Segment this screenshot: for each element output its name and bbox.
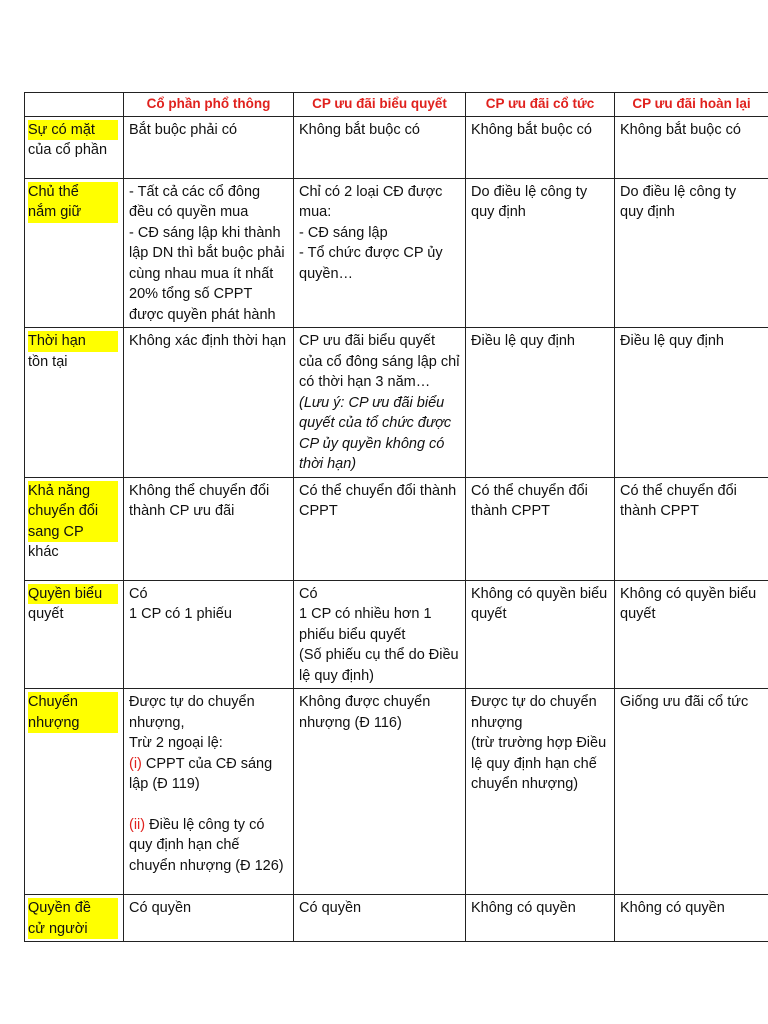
header-row xyxy=(25,93,768,117)
row-label-holder xyxy=(25,178,124,328)
row-label-line: Quyền đề xyxy=(28,898,118,919)
row-label-line: của cổ phần xyxy=(28,142,108,158)
table-cell: Không bắt buộc có xyxy=(466,116,615,178)
cell-line: 1 CP có 1 phiếu xyxy=(129,606,232,622)
table-cell: Không bắt buộc có xyxy=(615,116,768,178)
table-cell xyxy=(124,178,294,328)
exception-item xyxy=(129,815,288,877)
header-common-shares: Cổ phần phổ thông xyxy=(124,93,294,117)
header-voting-preferred: CP ưu đãi biểu quyết xyxy=(294,93,466,117)
table-cell: Điều lệ quy định xyxy=(466,328,615,478)
cell-line: 1 CP có nhiều hơn 1 phiếu biểu quyết xyxy=(299,606,432,643)
table-cell: Không được chuyển nhượng (Đ 116) xyxy=(294,689,466,895)
header-dividend-preferred: CP ưu đãi cổ tức xyxy=(466,93,615,117)
table-cell: Không có quyền xyxy=(615,895,768,942)
cell-line: - Tổ chức được CP ủy quyền… xyxy=(299,245,443,282)
row-label-line: tồn tại xyxy=(28,353,68,370)
row-label-line: nhượng xyxy=(28,713,118,734)
table-cell: Có thể chuyển đổi thành CPPT xyxy=(615,477,768,580)
table-row xyxy=(25,116,768,178)
exception-text: Điều lệ công ty có quy định hạn chế chuyển nhượng (Đ 126) xyxy=(129,816,284,874)
row-label-duration xyxy=(25,328,124,478)
cell-line: - Tất cả các cổ đông đều có quyền mua xyxy=(129,183,261,220)
table-row xyxy=(25,580,768,689)
table-row xyxy=(25,689,768,895)
table-cell: Có quyền xyxy=(294,895,466,942)
table-cell xyxy=(294,178,466,328)
table-cell: Có quyền xyxy=(124,895,294,942)
table-cell: Không có quyền biểu quyết xyxy=(615,580,768,689)
row-label-voting-right xyxy=(25,580,124,689)
exception-text: CPPT của CĐ sáng lập (Đ 119) xyxy=(129,755,273,792)
table-cell: Giống ưu đãi cổ tức xyxy=(615,689,768,895)
row-label-line: sang CP xyxy=(28,522,118,543)
row-label-transfer xyxy=(25,689,124,895)
cell-line: (trừ trường hợp Điều lệ quy định hạn chế chuyển nhượng) xyxy=(471,735,607,792)
table-cell xyxy=(124,580,294,689)
table-cell: Điều lệ quy định xyxy=(615,328,768,478)
cell-line: Được tự do chuyển nhượng, xyxy=(129,694,255,731)
row-label-line: cử người xyxy=(28,919,118,940)
exception-item xyxy=(129,754,288,795)
table-cell xyxy=(294,328,466,478)
row-label-presence xyxy=(25,116,124,178)
exception-marker: (ii) xyxy=(129,816,146,833)
table-cell: Không thể chuyển đổi thành CP ưu đãi xyxy=(124,477,294,580)
row-label-line: Sự có mặt xyxy=(28,120,118,141)
row-label-convertibility xyxy=(25,477,124,580)
row-label-line: nắm giữ xyxy=(28,202,118,223)
cell-line: Có xyxy=(129,585,148,602)
table-cell: Do điều lệ công ty quy định xyxy=(466,178,615,328)
table-row xyxy=(25,178,768,328)
cell-line: Có xyxy=(299,585,318,602)
spacer xyxy=(129,795,288,815)
cell-line: - CĐ sáng lập khi thành lập DN thì bắt buộc phải cùng nhau mua ít nhất 20% tổng số CPPT được quyền phát hành xyxy=(129,224,285,323)
row-label-line: Chủ thể xyxy=(28,182,118,203)
cell-line: (Số phiếu cụ thể do Điều lệ quy định) xyxy=(299,647,459,684)
table-cell xyxy=(466,689,615,895)
row-label-nomination xyxy=(25,895,124,942)
row-label-line: quyết xyxy=(28,606,64,622)
table-cell xyxy=(294,580,466,689)
row-label-line: chuyển đổi xyxy=(28,501,118,522)
table-cell: Không có quyền biểu quyết xyxy=(466,580,615,689)
table-cell: Do điều lệ công ty quy định xyxy=(615,178,768,328)
header-redeemable-preferred: CP ưu đãi hoàn lại xyxy=(615,93,768,117)
table-cell xyxy=(124,689,294,895)
header-empty xyxy=(25,93,124,117)
table-row xyxy=(25,328,768,478)
row-label-line: Chuyển xyxy=(28,692,118,713)
table-cell: Không xác định thời hạn xyxy=(124,328,294,478)
row-label-line: Khả năng xyxy=(28,481,118,502)
table-row xyxy=(25,895,768,942)
row-label-line: Thời hạn xyxy=(28,331,118,352)
row-label-line: Quyền biểu xyxy=(28,584,118,605)
cell-line: CP ưu đãi biểu quyết của cổ đông sáng lập chỉ có thời hạn 3 năm… xyxy=(299,333,460,390)
table-cell: Không có quyền xyxy=(466,895,615,942)
table-cell: Bắt buộc phải có xyxy=(124,116,294,178)
comparison-table xyxy=(24,92,768,942)
cell-note: (Lưu ý: CP ưu đãi biểu quyết của tổ chức được CP ủy quyền không có thời hạn) xyxy=(299,394,452,472)
cell-line: Chỉ có 2 loại CĐ được mua: xyxy=(299,183,443,220)
table-row xyxy=(25,477,768,580)
exception-marker: (i) xyxy=(129,755,142,772)
table-cell: Có thể chuyển đổi thành CPPT xyxy=(294,477,466,580)
row-label-line: khác xyxy=(28,544,59,560)
cell-line: Được tự do chuyển nhượng xyxy=(471,694,597,731)
table-cell: Có thể chuyển đổi thành CPPT xyxy=(466,477,615,580)
table-cell: Không bắt buộc có xyxy=(294,116,466,178)
cell-line: - CĐ sáng lập xyxy=(299,224,388,241)
cell-line: Trừ 2 ngoại lệ: xyxy=(129,735,223,751)
